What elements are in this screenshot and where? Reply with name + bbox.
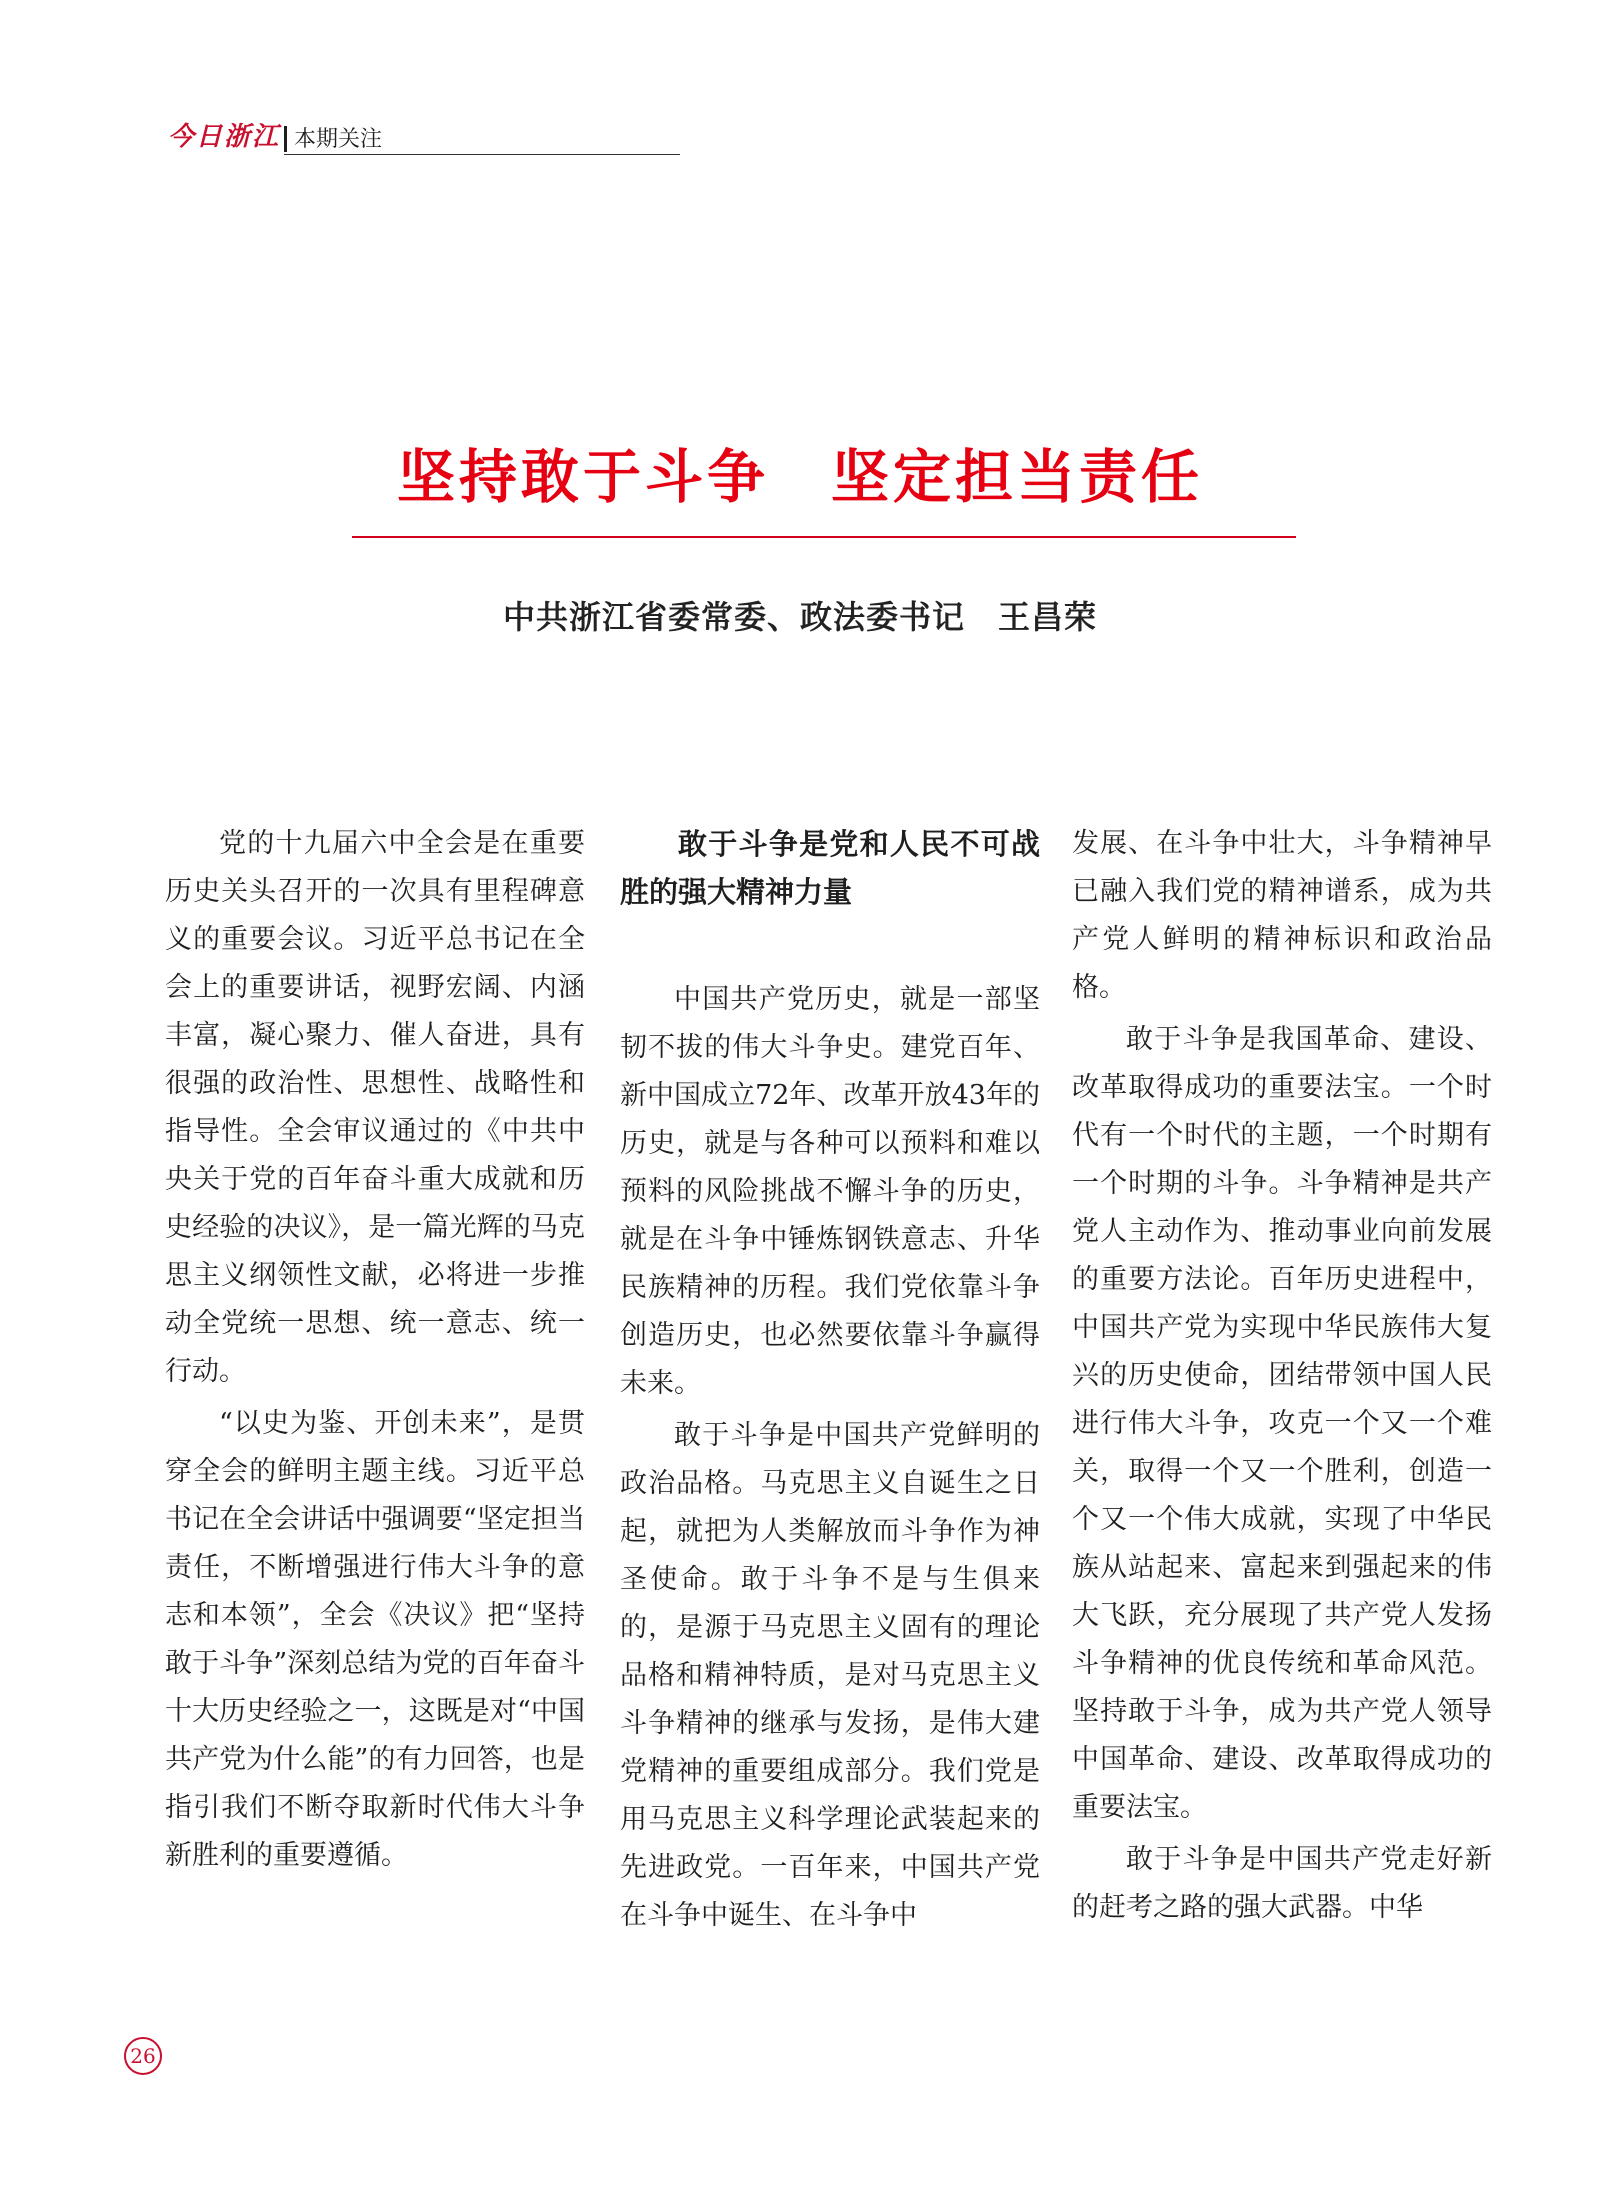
paragraph: “以史为鉴、开创未来”，是贯穿全会的鲜明主题主线。习近平总书记在全会讲话中强调要“坚定担当责任，不断增强进行伟大斗争的意志和本领”，全会《决议》把“坚持敢于斗争”深刻总结为党的百年奋斗十大历史经验之一，这既是对“中国共产党为什么能”的有力回答，也是指引我们不断夺取新时代伟大斗争新胜利的重要遵循。 — [165, 1408, 585, 1871]
paragraph: 敢于斗争是中国共产党走好新的赶考之路的强大武器。中华 — [1072, 1844, 1492, 1923]
page-number: 26 — [124, 2037, 162, 2075]
article-byline: 中共浙江省委常委、政法委书记 王昌荣 — [502, 598, 1097, 636]
paragraph: 中国共产党历史，就是一部坚韧不拔的伟大斗争史。建党百年、新中国成立72年、改革开放43年的历史，就是与各种可以预料和难以预料的风险挑战不懈斗争的历史，就是在斗争中锤炼钢铁意志、升华民族精神的历程。我们党依靠斗争创造历史，也必然要依靠斗争赢得未来。 — [620, 984, 1040, 1399]
section-heading: 敢于斗争是党和人民不可战胜的强大精神力量 — [620, 827, 1040, 909]
column-1 — [165, 820, 585, 1880]
paragraph: 敢于斗争是我国革命、建设、改革取得成功的重要法宝。一个时代有一个时代的主题，一个时期有一个时期的斗争。斗争精神是共产党人主动作为、推动事业向前发展的重要方法论。百年历史进程中，中国共产党为实现中华民族伟大复兴的历史使命，团结带领中国人民进行伟大斗争，攻克一个又一个难关，取得一个又一个胜利，创造一个又一个伟大成就，实现了中华民族从站起来、富起来到强起来的伟大飞跃，充分展现了共产党人发扬斗争精神的优良传统和革命风范。坚持敢于斗争，成为共产党人领导中国革命、建设、改革取得成功的重要法宝。 — [1072, 1024, 1492, 1823]
column-2 — [620, 820, 1040, 1940]
paragraph: 党的十九届六中全会是在重要历史关头召开的一次具有里程碑意义的重要会议。习近平总书记在全会上的重要讲话，视野宏阔、内涵丰富，凝心聚力、催人奋进，具有很强的政治性、思想性、战略性和指导性。全会审议通过的《中共中央关于党的百年奋斗重大成就和历史经验的决议》，是一篇光辉的马克思主义纲领性文献，必将进一步推动全党统一思想、统一意志、统一行动。 — [165, 828, 585, 1387]
paragraph-continued: 发展、在斗争中壮大，斗争精神早已融入我们党的精神谱系，成为共产党人鲜明的精神标识和政治品格。 — [1072, 828, 1492, 1003]
title-rule — [352, 536, 1296, 538]
header-divider — [284, 126, 287, 152]
column-3 — [1072, 820, 1492, 1932]
header-underline — [284, 154, 680, 155]
magazine-logo: 今日浙江 — [168, 122, 281, 152]
paragraph: 敢于斗争是中国共产党鲜明的政治品格。马克思主义自诞生之日起，就把为人类解放而斗争作为神圣使命。敢于斗争不是与生俱来的，是源于马克思主义固有的理论品格和精神特质，是对马克思主义斗争精神的继承与发扬，是伟大建党精神的重要组成部分。我们党是用马克思主义科学理论武装起来的先进政党。一百年来，中国共产党在斗争中诞生、在斗争中 — [620, 1420, 1040, 1931]
article-title: 坚持敢于斗争 坚定担当责任 — [396, 443, 1203, 511]
section-label: 本期关注 — [294, 127, 383, 152]
